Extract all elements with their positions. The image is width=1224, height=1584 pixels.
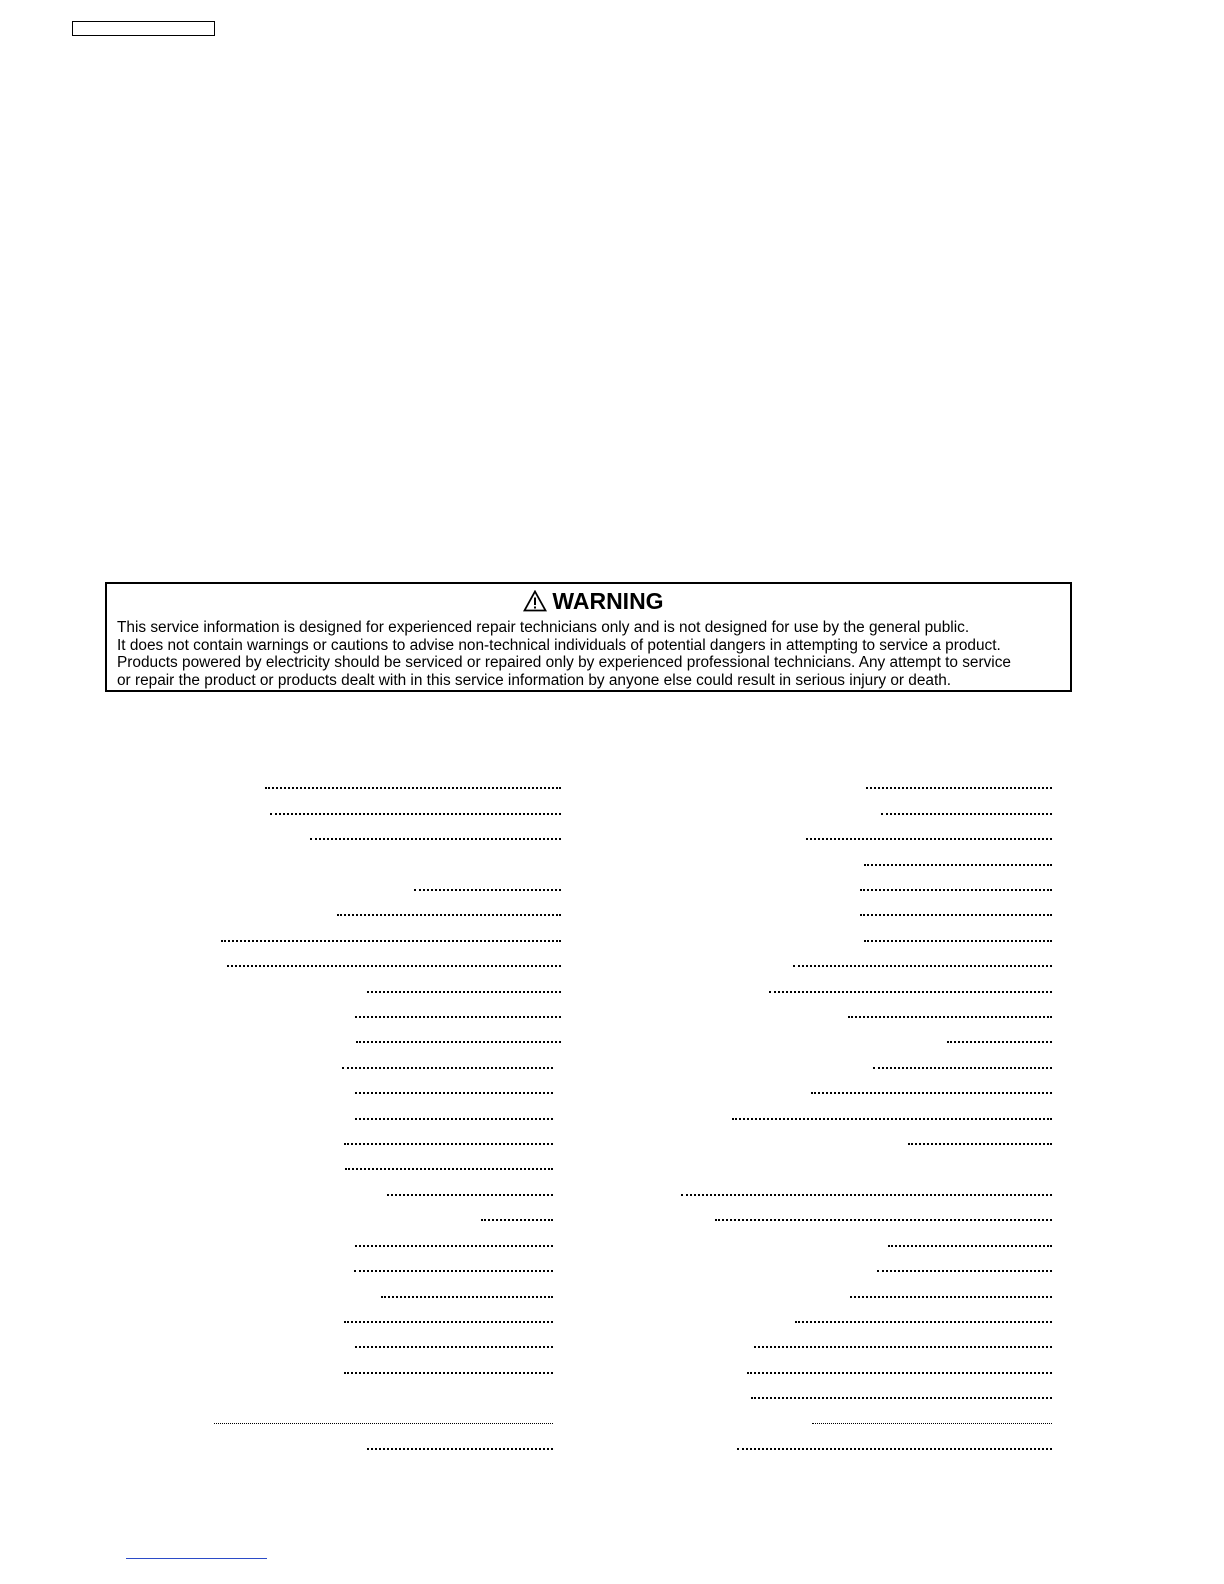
toc-leader[interactable] xyxy=(265,787,561,789)
toc-leader[interactable] xyxy=(344,1321,553,1323)
toc-leader[interactable] xyxy=(795,1321,1052,1323)
toc-leader[interactable] xyxy=(769,991,1052,993)
toc-leader[interactable] xyxy=(877,1270,1052,1272)
toc-leader[interactable] xyxy=(414,889,561,891)
toc-leader[interactable] xyxy=(947,1041,1052,1043)
toc-leader[interactable] xyxy=(345,1168,553,1170)
toc-leader[interactable] xyxy=(355,1346,553,1348)
toc-leader[interactable] xyxy=(864,864,1052,866)
warning-line-3: Products powered by electricity should be serviced or repaired only by experienced professional technicians. Any attempt to service xyxy=(117,654,1011,671)
toc-leader[interactable] xyxy=(367,1448,553,1450)
toc-leader[interactable] xyxy=(888,1245,1052,1247)
toc-leader[interactable] xyxy=(356,1041,561,1043)
toc-leader[interactable] xyxy=(344,1372,553,1374)
reference-number-box xyxy=(72,21,215,36)
toc-leader[interactable] xyxy=(381,1296,553,1298)
toc-leader[interactable] xyxy=(864,940,1052,942)
toc-leader[interactable] xyxy=(355,1092,553,1094)
toc-leader[interactable] xyxy=(227,965,561,967)
toc-leader[interactable] xyxy=(337,914,561,916)
toc-leader[interactable] xyxy=(737,1448,1052,1450)
warning-line-4: or repair the product or products dealt with in this service information by anyone else could result in serious injury or death. xyxy=(117,671,952,689)
toc-leader[interactable] xyxy=(811,1092,1052,1094)
toc-leader[interactable] xyxy=(355,1016,561,1018)
toc-leader[interactable] xyxy=(793,965,1052,967)
warning-heading xyxy=(117,587,1070,616)
toc-leader[interactable] xyxy=(751,1397,1052,1399)
toc-leader[interactable] xyxy=(732,1118,1052,1120)
toc-leader[interactable] xyxy=(221,940,561,942)
warning-notice xyxy=(105,582,1072,692)
toc-leader[interactable] xyxy=(681,1194,1052,1196)
warning-line-1: This service information is designed for experienced repair technicians only and is not designed for use by the general public. xyxy=(117,619,970,636)
toc-leader[interactable] xyxy=(812,1423,1052,1424)
toc-leader[interactable] xyxy=(848,1016,1052,1018)
toc-leader[interactable] xyxy=(355,1118,553,1120)
toc-leader[interactable] xyxy=(860,914,1052,916)
warning-title: WARNING xyxy=(552,588,664,614)
toc-leader[interactable] xyxy=(806,838,1052,840)
toc-leader[interactable] xyxy=(860,889,1052,891)
toc-leader[interactable] xyxy=(214,1423,553,1424)
toc-leader[interactable] xyxy=(481,1219,553,1221)
toc-leader[interactable] xyxy=(367,991,561,993)
toc-leader[interactable] xyxy=(270,813,561,815)
toc-leader[interactable] xyxy=(873,1067,1052,1069)
toc-leader[interactable] xyxy=(310,838,561,840)
toc-leader[interactable] xyxy=(355,1245,553,1247)
toc-leader[interactable] xyxy=(344,1143,553,1145)
toc-leader[interactable] xyxy=(881,813,1052,815)
toc-leader[interactable] xyxy=(908,1143,1052,1145)
warning-line-2: It does not contain warnings or cautions to advise non-technical individuals of potential dangers in attempting to service a product. xyxy=(117,636,1001,654)
warning-triangle-icon xyxy=(523,590,547,612)
toc-leader[interactable] xyxy=(715,1219,1052,1221)
toc-leader[interactable] xyxy=(850,1296,1052,1298)
toc-leader[interactable] xyxy=(387,1194,553,1196)
toc-leader[interactable] xyxy=(747,1372,1052,1374)
footer-link-underline[interactable] xyxy=(126,1558,267,1559)
toc-leader[interactable] xyxy=(866,787,1052,789)
toc-leader[interactable] xyxy=(754,1346,1052,1348)
toc-leader[interactable] xyxy=(354,1270,553,1272)
toc-leader[interactable] xyxy=(342,1067,553,1069)
